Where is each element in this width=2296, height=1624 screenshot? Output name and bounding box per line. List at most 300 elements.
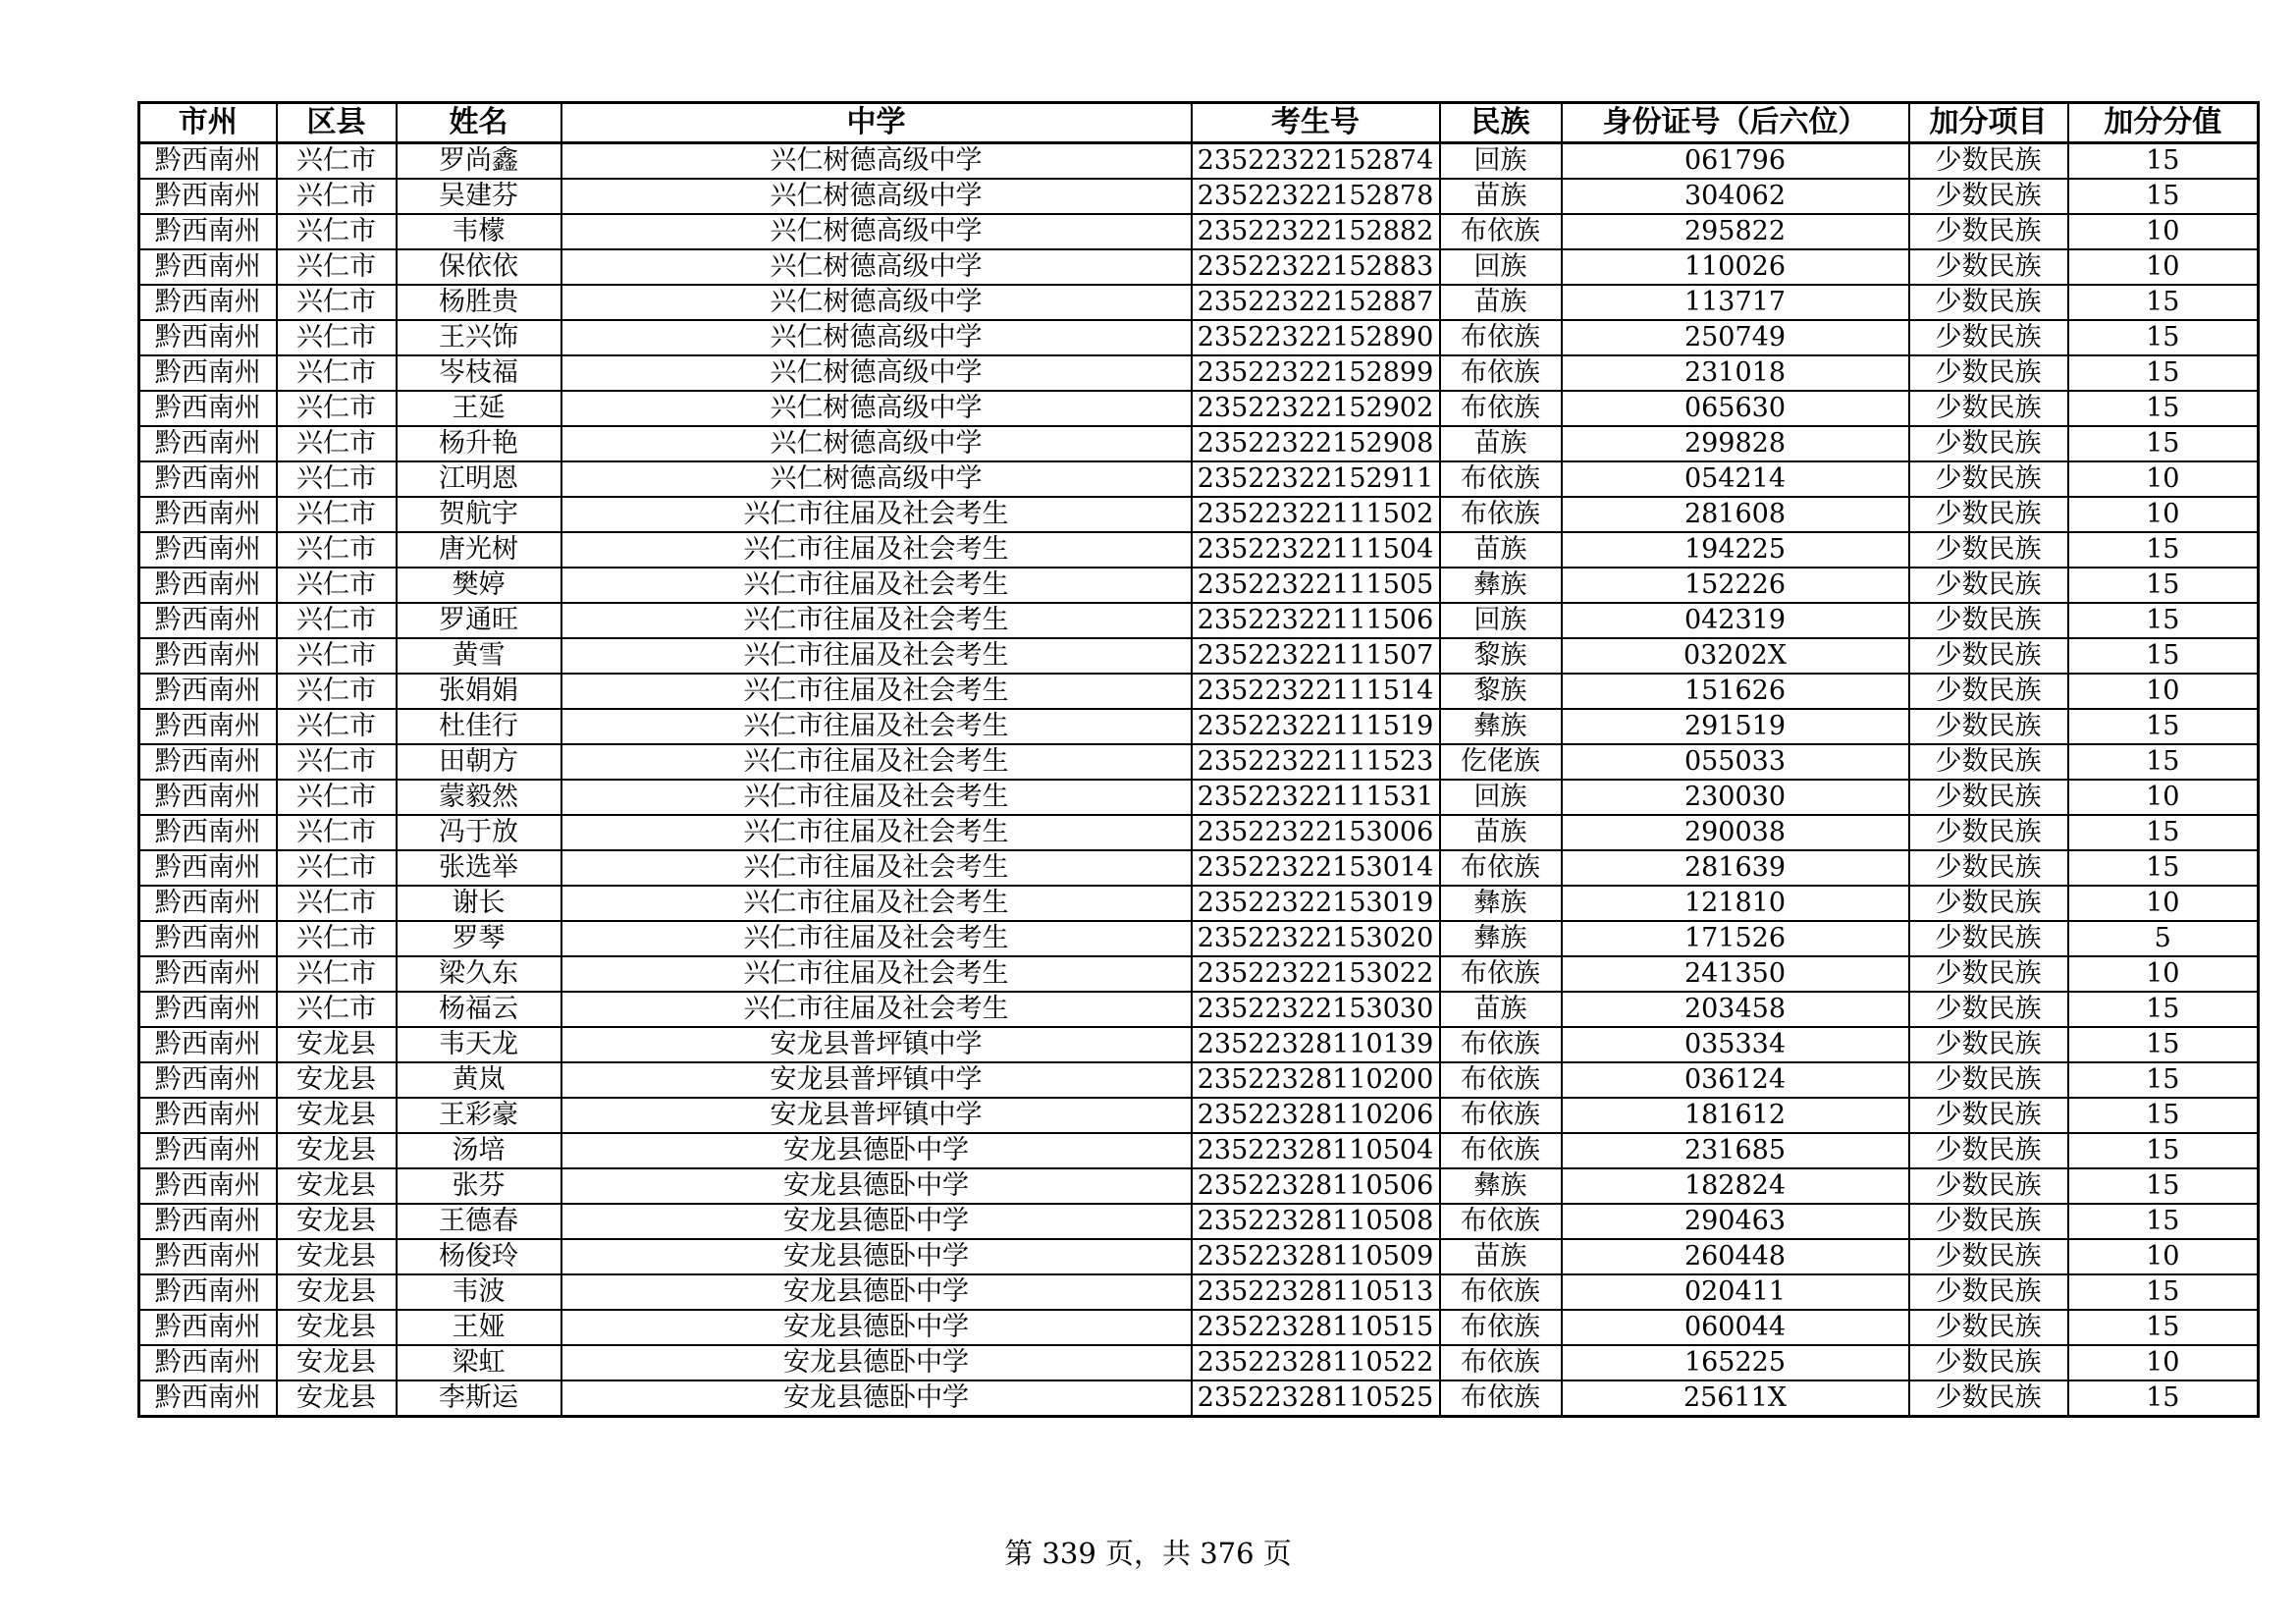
table-row <box>139 638 2259 674</box>
cell-bonus-points: 10 <box>2068 249 2259 285</box>
cell-district: 安龙县 <box>277 1380 397 1417</box>
cell-city: 黔西南州 <box>139 320 277 355</box>
cell-bonus-points: 15 <box>2068 1062 2259 1098</box>
cell-ethnicity: 回族 <box>1440 780 1562 815</box>
cell-name: 保依依 <box>397 249 561 285</box>
cell-exam-id: 23522328110508 <box>1192 1204 1440 1239</box>
header-exam-id: 考生号 <box>1192 103 1440 143</box>
cell-bonus-item: 少数民族 <box>1909 1345 2068 1380</box>
cell-school: 兴仁树德高级中学 <box>561 285 1192 320</box>
cell-school: 兴仁市往届及社会考生 <box>561 674 1192 709</box>
cell-name: 张娟娟 <box>397 674 561 709</box>
cell-bonus-item: 少数民族 <box>1909 603 2068 638</box>
cell-id-last-six: 042319 <box>1562 603 1909 638</box>
cell-id-last-six: 281639 <box>1562 850 1909 886</box>
cell-exam-id: 23522322111505 <box>1192 568 1440 603</box>
table-row <box>139 709 2259 744</box>
cell-bonus-item: 少数民族 <box>1909 461 2068 497</box>
cell-city: 黔西南州 <box>139 568 277 603</box>
cell-ethnicity: 回族 <box>1440 249 1562 285</box>
cell-district: 兴仁市 <box>277 426 397 461</box>
cell-ethnicity: 布依族 <box>1440 355 1562 391</box>
cell-bonus-points: 10 <box>2068 674 2259 709</box>
cell-school: 兴仁市往届及社会考生 <box>561 850 1192 886</box>
cell-district: 安龙县 <box>277 1274 397 1310</box>
cell-ethnicity: 布依族 <box>1440 1204 1562 1239</box>
cell-city: 黔西南州 <box>139 214 277 249</box>
cell-exam-id: 23522328110206 <box>1192 1098 1440 1133</box>
cell-bonus-item: 少数民族 <box>1909 285 2068 320</box>
cell-bonus-item: 少数民族 <box>1909 1310 2068 1345</box>
cell-district: 兴仁市 <box>277 709 397 744</box>
cell-bonus-points: 10 <box>2068 956 2259 992</box>
cell-exam-id: 23522322111519 <box>1192 709 1440 744</box>
cell-ethnicity: 彝族 <box>1440 921 1562 956</box>
cell-bonus-points: 10 <box>2068 214 2259 249</box>
cell-name: 罗琴 <box>397 921 561 956</box>
cell-district: 兴仁市 <box>277 744 397 780</box>
cell-bonus-points: 15 <box>2068 426 2259 461</box>
cell-school: 兴仁市往届及社会考生 <box>561 992 1192 1027</box>
cell-bonus-item: 少数民族 <box>1909 497 2068 532</box>
cell-bonus-item: 少数民族 <box>1909 1098 2068 1133</box>
cell-id-last-six: 194225 <box>1562 532 1909 568</box>
cell-exam-id: 23522322152874 <box>1192 143 1440 180</box>
cell-ethnicity: 布依族 <box>1440 214 1562 249</box>
cell-bonus-points: 15 <box>2068 285 2259 320</box>
cell-school: 安龙县普坪镇中学 <box>561 1027 1192 1062</box>
cell-bonus-item: 少数民族 <box>1909 850 2068 886</box>
cell-school: 兴仁市往届及社会考生 <box>561 568 1192 603</box>
cell-ethnicity: 苗族 <box>1440 532 1562 568</box>
cell-bonus-item: 少数民族 <box>1909 1204 2068 1239</box>
cell-district: 兴仁市 <box>277 497 397 532</box>
table-row <box>139 214 2259 249</box>
cell-bonus-points: 15 <box>2068 1380 2259 1417</box>
cell-ethnicity: 彝族 <box>1440 568 1562 603</box>
cell-bonus-points: 15 <box>2068 1133 2259 1168</box>
cell-bonus-item: 少数民族 <box>1909 992 2068 1027</box>
cell-city: 黔西南州 <box>139 603 277 638</box>
cell-exam-id: 23522322111502 <box>1192 497 1440 532</box>
cell-ethnicity: 彝族 <box>1440 709 1562 744</box>
cell-school: 兴仁市往届及社会考生 <box>561 921 1192 956</box>
cell-city: 黔西南州 <box>139 744 277 780</box>
table-row <box>139 744 2259 780</box>
cell-bonus-points: 10 <box>2068 1345 2259 1380</box>
cell-ethnicity: 彝族 <box>1440 1168 1562 1204</box>
cell-school: 安龙县普坪镇中学 <box>561 1062 1192 1098</box>
cell-district: 兴仁市 <box>277 886 397 921</box>
table-row <box>139 1168 2259 1204</box>
cell-id-last-six: 060044 <box>1562 1310 1909 1345</box>
cell-district: 兴仁市 <box>277 249 397 285</box>
cell-school: 兴仁树德高级中学 <box>561 391 1192 426</box>
cell-id-last-six: 250749 <box>1562 320 1909 355</box>
cell-district: 安龙县 <box>277 1168 397 1204</box>
cell-city: 黔西南州 <box>139 285 277 320</box>
cell-city: 黔西南州 <box>139 249 277 285</box>
table-row <box>139 674 2259 709</box>
cell-bonus-points: 15 <box>2068 179 2259 214</box>
cell-school: 兴仁树德高级中学 <box>561 214 1192 249</box>
cell-city: 黔西南州 <box>139 179 277 214</box>
cell-bonus-points: 15 <box>2068 815 2259 850</box>
table-row <box>139 179 2259 214</box>
cell-name: 樊婷 <box>397 568 561 603</box>
table-row <box>139 249 2259 285</box>
cell-city: 黔西南州 <box>139 532 277 568</box>
cell-id-last-six: 171526 <box>1562 921 1909 956</box>
cell-school: 兴仁市往届及社会考生 <box>561 780 1192 815</box>
header-name: 姓名 <box>397 103 561 143</box>
cell-name: 蒙毅然 <box>397 780 561 815</box>
cell-exam-id: 23522322152899 <box>1192 355 1440 391</box>
cell-district: 安龙县 <box>277 1098 397 1133</box>
cell-id-last-six: 110026 <box>1562 249 1909 285</box>
cell-bonus-item: 少数民族 <box>1909 921 2068 956</box>
cell-name: 韦波 <box>397 1274 561 1310</box>
cell-school: 兴仁树德高级中学 <box>561 461 1192 497</box>
cell-id-last-six: 152226 <box>1562 568 1909 603</box>
cell-id-last-six: 065630 <box>1562 391 1909 426</box>
cell-bonus-points: 15 <box>2068 532 2259 568</box>
cell-school: 兴仁树德高级中学 <box>561 249 1192 285</box>
cell-bonus-item: 少数民族 <box>1909 709 2068 744</box>
cell-bonus-points: 10 <box>2068 886 2259 921</box>
cell-exam-id: 23522322152890 <box>1192 320 1440 355</box>
cell-city: 黔西南州 <box>139 1027 277 1062</box>
cell-city: 黔西南州 <box>139 992 277 1027</box>
cell-ethnicity: 苗族 <box>1440 179 1562 214</box>
cell-exam-id: 23522328110515 <box>1192 1310 1440 1345</box>
cell-ethnicity: 黎族 <box>1440 674 1562 709</box>
cell-bonus-item: 少数民族 <box>1909 674 2068 709</box>
cell-exam-id: 23522328110509 <box>1192 1239 1440 1274</box>
cell-bonus-points: 5 <box>2068 921 2259 956</box>
cell-name: 王彩豪 <box>397 1098 561 1133</box>
cell-name: 黄岚 <box>397 1062 561 1098</box>
cell-district: 兴仁市 <box>277 461 397 497</box>
cell-district: 兴仁市 <box>277 568 397 603</box>
cell-district: 兴仁市 <box>277 355 397 391</box>
cell-city: 黔西南州 <box>139 426 277 461</box>
cell-id-last-six: 291519 <box>1562 709 1909 744</box>
cell-ethnicity: 彝族 <box>1440 886 1562 921</box>
cell-school: 安龙县德卧中学 <box>561 1380 1192 1417</box>
cell-bonus-item: 少数民族 <box>1909 1380 2068 1417</box>
cell-bonus-item: 少数民族 <box>1909 1027 2068 1062</box>
cell-id-last-six: 231018 <box>1562 355 1909 391</box>
cell-ethnicity: 黎族 <box>1440 638 1562 674</box>
cell-city: 黔西南州 <box>139 638 277 674</box>
cell-ethnicity: 布依族 <box>1440 1098 1562 1133</box>
cell-city: 黔西南州 <box>139 850 277 886</box>
bonus-points-table <box>137 101 2260 1418</box>
cell-exam-id: 23522322152882 <box>1192 214 1440 249</box>
cell-bonus-item: 少数民族 <box>1909 391 2068 426</box>
cell-school: 兴仁市往届及社会考生 <box>561 497 1192 532</box>
cell-bonus-item: 少数民族 <box>1909 1168 2068 1204</box>
cell-exam-id: 23522322152902 <box>1192 391 1440 426</box>
table-row <box>139 426 2259 461</box>
cell-id-last-six: 290463 <box>1562 1204 1909 1239</box>
cell-city: 黔西南州 <box>139 956 277 992</box>
table-row <box>139 320 2259 355</box>
cell-district: 兴仁市 <box>277 921 397 956</box>
cell-ethnicity: 布依族 <box>1440 1133 1562 1168</box>
cell-bonus-points: 15 <box>2068 320 2259 355</box>
cell-id-last-six: 165225 <box>1562 1345 1909 1380</box>
cell-name: 汤培 <box>397 1133 561 1168</box>
cell-school: 安龙县德卧中学 <box>561 1310 1192 1345</box>
cell-bonus-item: 少数民族 <box>1909 886 2068 921</box>
cell-district: 兴仁市 <box>277 780 397 815</box>
cell-ethnicity: 布依族 <box>1440 391 1562 426</box>
cell-name: 田朝方 <box>397 744 561 780</box>
cell-ethnicity: 苗族 <box>1440 426 1562 461</box>
cell-district: 兴仁市 <box>277 603 397 638</box>
header-bonus-points: 加分分值 <box>2068 103 2259 143</box>
table-row <box>139 532 2259 568</box>
cell-ethnicity: 布依族 <box>1440 1310 1562 1345</box>
table-row <box>139 956 2259 992</box>
cell-id-last-six: 260448 <box>1562 1239 1909 1274</box>
cell-id-last-six: 036124 <box>1562 1062 1909 1098</box>
cell-district: 安龙县 <box>277 1027 397 1062</box>
header-id-last-six: 身份证号（后六位） <box>1562 103 1909 143</box>
cell-name: 罗通旺 <box>397 603 561 638</box>
cell-exam-id: 23522322111514 <box>1192 674 1440 709</box>
cell-id-last-six: 054214 <box>1562 461 1909 497</box>
cell-exam-id: 23522322153006 <box>1192 815 1440 850</box>
table-row <box>139 1027 2259 1062</box>
header-ethnicity: 民族 <box>1440 103 1562 143</box>
cell-exam-id: 23522322152908 <box>1192 426 1440 461</box>
cell-bonus-points: 15 <box>2068 1098 2259 1133</box>
cell-district: 兴仁市 <box>277 815 397 850</box>
table-row <box>139 1380 2259 1417</box>
cell-school: 安龙县德卧中学 <box>561 1133 1192 1168</box>
cell-bonus-points: 15 <box>2068 1274 2259 1310</box>
cell-school: 兴仁树德高级中学 <box>561 320 1192 355</box>
cell-name: 韦檬 <box>397 214 561 249</box>
cell-exam-id: 23522322111504 <box>1192 532 1440 568</box>
cell-district: 安龙县 <box>277 1204 397 1239</box>
table-row <box>139 1062 2259 1098</box>
table-row <box>139 143 2259 180</box>
cell-id-last-six: 203458 <box>1562 992 1909 1027</box>
cell-city: 黔西南州 <box>139 1133 277 1168</box>
cell-name: 谢长 <box>397 886 561 921</box>
cell-school: 兴仁市往届及社会考生 <box>561 744 1192 780</box>
cell-district: 兴仁市 <box>277 320 397 355</box>
cell-bonus-points: 10 <box>2068 780 2259 815</box>
cell-bonus-points: 15 <box>2068 568 2259 603</box>
table-row <box>139 992 2259 1027</box>
cell-name: 贺航宇 <box>397 497 561 532</box>
table-row <box>139 461 2259 497</box>
header-city: 市州 <box>139 103 277 143</box>
cell-district: 安龙县 <box>277 1133 397 1168</box>
cell-id-last-six: 231685 <box>1562 1133 1909 1168</box>
cell-id-last-six: 061796 <box>1562 143 1909 180</box>
cell-district: 兴仁市 <box>277 850 397 886</box>
cell-ethnicity: 苗族 <box>1440 992 1562 1027</box>
cell-bonus-points: 15 <box>2068 744 2259 780</box>
cell-exam-id: 23522328110504 <box>1192 1133 1440 1168</box>
table-row <box>139 568 2259 603</box>
cell-id-last-six: 295822 <box>1562 214 1909 249</box>
cell-name: 王德春 <box>397 1204 561 1239</box>
cell-exam-id: 23522322153014 <box>1192 850 1440 886</box>
cell-district: 安龙县 <box>277 1239 397 1274</box>
header-school: 中学 <box>561 103 1192 143</box>
table-row <box>139 1239 2259 1274</box>
cell-bonus-item: 少数民族 <box>1909 638 2068 674</box>
cell-id-last-six: 035334 <box>1562 1027 1909 1062</box>
header-bonus-item: 加分项目 <box>1909 103 2068 143</box>
table-row <box>139 355 2259 391</box>
cell-ethnicity: 仡佬族 <box>1440 744 1562 780</box>
cell-exam-id: 23522328110522 <box>1192 1345 1440 1380</box>
cell-exam-id: 23522322153022 <box>1192 956 1440 992</box>
cell-bonus-item: 少数民族 <box>1909 815 2068 850</box>
cell-district: 安龙县 <box>277 1310 397 1345</box>
cell-school: 兴仁树德高级中学 <box>561 355 1192 391</box>
table-row <box>139 1098 2259 1133</box>
cell-district: 兴仁市 <box>277 674 397 709</box>
cell-bonus-points: 15 <box>2068 1204 2259 1239</box>
cell-name: 张选举 <box>397 850 561 886</box>
cell-school: 兴仁市往届及社会考生 <box>561 815 1192 850</box>
cell-id-last-six: 113717 <box>1562 285 1909 320</box>
cell-city: 黔西南州 <box>139 1168 277 1204</box>
cell-name: 韦天龙 <box>397 1027 561 1062</box>
cell-exam-id: 23522328110506 <box>1192 1168 1440 1204</box>
cell-name: 杜佳行 <box>397 709 561 744</box>
cell-bonus-points: 15 <box>2068 638 2259 674</box>
cell-name: 王兴饰 <box>397 320 561 355</box>
cell-city: 黔西南州 <box>139 1062 277 1098</box>
cell-id-last-six: 230030 <box>1562 780 1909 815</box>
cell-district: 兴仁市 <box>277 214 397 249</box>
cell-name: 杨福云 <box>397 992 561 1027</box>
cell-bonus-points: 15 <box>2068 143 2259 180</box>
cell-city: 黔西南州 <box>139 1345 277 1380</box>
cell-bonus-item: 少数民族 <box>1909 1133 2068 1168</box>
table-row <box>139 497 2259 532</box>
cell-name: 杨俊玲 <box>397 1239 561 1274</box>
table-row <box>139 780 2259 815</box>
cell-city: 黔西南州 <box>139 391 277 426</box>
cell-city: 黔西南州 <box>139 1380 277 1417</box>
cell-bonus-points: 15 <box>2068 355 2259 391</box>
cell-bonus-points: 15 <box>2068 603 2259 638</box>
cell-name: 杨升艳 <box>397 426 561 461</box>
cell-name: 罗尚鑫 <box>397 143 561 180</box>
cell-id-last-six: 151626 <box>1562 674 1909 709</box>
cell-school: 兴仁市往届及社会考生 <box>561 532 1192 568</box>
cell-bonus-points: 15 <box>2068 391 2259 426</box>
cell-ethnicity: 布依族 <box>1440 1062 1562 1098</box>
cell-bonus-points: 15 <box>2068 1168 2259 1204</box>
cell-ethnicity: 布依族 <box>1440 320 1562 355</box>
cell-district: 兴仁市 <box>277 143 397 180</box>
cell-id-last-six: 182824 <box>1562 1168 1909 1204</box>
table-row <box>139 886 2259 921</box>
cell-city: 黔西南州 <box>139 1274 277 1310</box>
cell-ethnicity: 苗族 <box>1440 815 1562 850</box>
cell-bonus-item: 少数民族 <box>1909 214 2068 249</box>
cell-exam-id: 23522322152911 <box>1192 461 1440 497</box>
cell-bonus-item: 少数民族 <box>1909 1274 2068 1310</box>
cell-id-last-six: 03202X <box>1562 638 1909 674</box>
cell-ethnicity: 布依族 <box>1440 461 1562 497</box>
cell-bonus-points: 10 <box>2068 497 2259 532</box>
cell-name: 唐光树 <box>397 532 561 568</box>
cell-district: 安龙县 <box>277 1062 397 1098</box>
cell-district: 兴仁市 <box>277 638 397 674</box>
cell-name: 冯于放 <box>397 815 561 850</box>
cell-bonus-item: 少数民族 <box>1909 956 2068 992</box>
cell-district: 兴仁市 <box>277 532 397 568</box>
cell-name: 江明恩 <box>397 461 561 497</box>
cell-school: 兴仁市往届及社会考生 <box>561 956 1192 992</box>
table-row <box>139 1204 2259 1239</box>
cell-id-last-six: 25611X <box>1562 1380 1909 1417</box>
cell-city: 黔西南州 <box>139 1204 277 1239</box>
cell-exam-id: 23522322152878 <box>1192 179 1440 214</box>
cell-id-last-six: 241350 <box>1562 956 1909 992</box>
cell-city: 黔西南州 <box>139 461 277 497</box>
table-body <box>139 143 2259 1417</box>
cell-ethnicity: 回族 <box>1440 143 1562 180</box>
cell-school: 兴仁树德高级中学 <box>561 179 1192 214</box>
cell-city: 黔西南州 <box>139 1239 277 1274</box>
cell-school: 兴仁树德高级中学 <box>561 426 1192 461</box>
cell-exam-id: 23522322153020 <box>1192 921 1440 956</box>
cell-bonus-item: 少数民族 <box>1909 568 2068 603</box>
cell-district: 兴仁市 <box>277 285 397 320</box>
cell-ethnicity: 布依族 <box>1440 1274 1562 1310</box>
cell-name: 梁久东 <box>397 956 561 992</box>
cell-ethnicity: 苗族 <box>1440 1239 1562 1274</box>
table-row <box>139 815 2259 850</box>
cell-school: 安龙县德卧中学 <box>561 1239 1192 1274</box>
cell-city: 黔西南州 <box>139 497 277 532</box>
cell-ethnicity: 布依族 <box>1440 1380 1562 1417</box>
cell-school: 安龙县德卧中学 <box>561 1345 1192 1380</box>
cell-ethnicity: 布依族 <box>1440 850 1562 886</box>
cell-bonus-item: 少数民族 <box>1909 355 2068 391</box>
cell-exam-id: 23522322111506 <box>1192 603 1440 638</box>
cell-name: 梁虹 <box>397 1345 561 1380</box>
cell-exam-id: 23522322111523 <box>1192 744 1440 780</box>
table-row <box>139 850 2259 886</box>
cell-bonus-points: 10 <box>2068 1239 2259 1274</box>
table-row <box>139 921 2259 956</box>
cell-school: 安龙县德卧中学 <box>561 1204 1192 1239</box>
cell-id-last-six: 020411 <box>1562 1274 1909 1310</box>
cell-ethnicity: 布依族 <box>1440 956 1562 992</box>
cell-exam-id: 23522328110139 <box>1192 1027 1440 1062</box>
cell-name: 杨胜贵 <box>397 285 561 320</box>
cell-id-last-six: 181612 <box>1562 1098 1909 1133</box>
cell-ethnicity: 布依族 <box>1440 1345 1562 1380</box>
cell-name: 岑枝福 <box>397 355 561 391</box>
cell-bonus-item: 少数民族 <box>1909 780 2068 815</box>
